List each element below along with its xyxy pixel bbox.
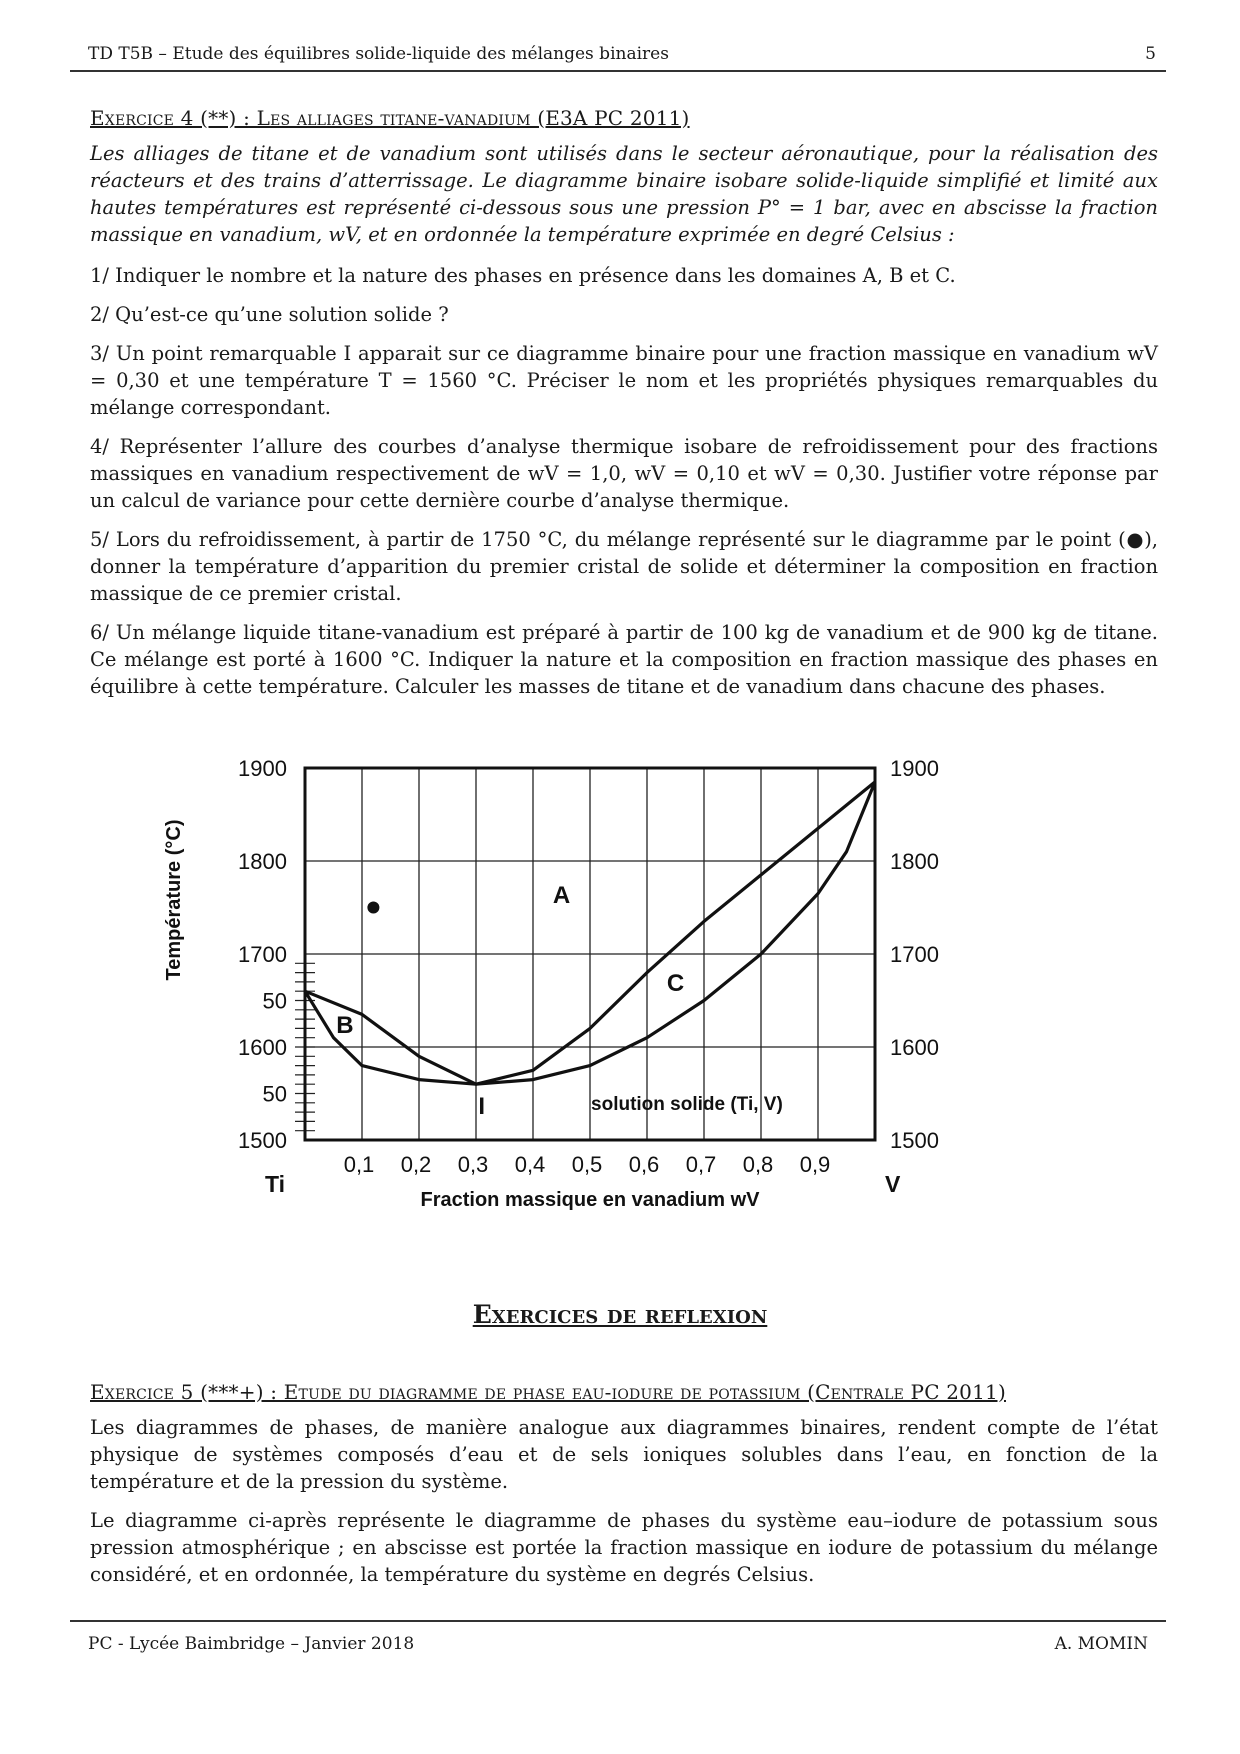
y-tick-label-left: 1600 (238, 1035, 287, 1060)
region-label: C (666, 970, 685, 998)
header-title: TD T5B – Etude des équilibres solide-liquide des mélanges binaires (88, 44, 669, 64)
y-tick-label-left: 50 (262, 1081, 287, 1107)
exercise-4 (90, 106, 1158, 712)
page-footer (70, 1620, 1166, 1662)
question-6: 6/ Un mélange liquide titane-vanadium est préparé à partir de 100 kg de vanadium et de 900 kg de titane. Ce mélange est porté à 1600 °C. Indiquer la nature et la composition en fraction massique des phases en équilibre à cette température. Calculer les masses de titane et de vanadium dans chacune des phases. (90, 621, 1158, 698)
end-label-v: V (885, 1171, 901, 1197)
question-2: 2/ Qu’est-ce qu’une solution solide ? (90, 303, 449, 326)
exercise-4-title: Exercice 4 (**) : Les alliages titane-vanadium (E3A PC 2011) (90, 106, 690, 130)
footer-left: PC - Lycée Baimbridge – Janvier 2018 (88, 1634, 415, 1654)
phase-diagram (150, 740, 1050, 1270)
y-tick-label-left: 1800 (238, 849, 287, 874)
y-tick-label-right: 1900 (890, 756, 939, 781)
x-tick-label: 0,5 (571, 1152, 603, 1177)
x-tick-label: 0,6 (628, 1152, 660, 1177)
y-tick-label-right: 1700 (890, 942, 939, 967)
exercise-5 (90, 1380, 1158, 1600)
x-tick-label: 0,2 (400, 1152, 432, 1177)
exercise-5-paragraph-2: Le diagramme ci-après représente le diagramme de phases du système eau–iodure de potassium sous pression atmosphérique ; en abscisse est portée la fraction massique en iodure de potassium du mélange considéré, et en ordonnée, la température du système en degrés Celsius. (90, 1509, 1158, 1586)
x-tick-label: 0,9 (799, 1152, 831, 1177)
exercise-4-intro: Les alliages de titane et de vanadium sont utilisés dans le secteur aéronautique, pour la réalisation des réacteurs et des trains d’atterrissage. Le diagramme binaire isobare solide-liquide simplifié et limité aux hautes températures est représenté ci-dessous sous une pression P° = 1 bar, avec en abscisse la fraction massique en vanadium, wV, et en ordonnée la température exprimée en degré Celsius : (90, 142, 1158, 246)
region-label: I (478, 1092, 486, 1120)
y-tick-label-left: 1900 (238, 756, 287, 781)
marked-point (367, 902, 379, 914)
y-tick-label-left: 50 (262, 988, 287, 1014)
y-tick-label-right: 1800 (890, 849, 939, 874)
region-label: A (552, 881, 571, 909)
exercise-5-paragraph-1: Les diagrammes de phases, de manière analogue aux diagrammes binaires, rendent compte de l’état physique de systèmes composés d’eau et de sels ioniques solubles dans l’eau, en fonction de la température et de la pression du système. (90, 1416, 1158, 1493)
y-tick-label-right: 1600 (890, 1035, 939, 1060)
question-3: 3/ Un point remarquable I apparait sur ce diagramme binaire pour une fraction massique en vanadium wV = 0,30 et une température T = 1560 °C. Préciser le nom et les propriétés physiques remarquables du mélange correspondant. (90, 342, 1158, 419)
question-4: 4/ Représenter l’allure des courbes d’analyse thermique isobare de refroidissement pour des fractions massiques en vanadium respectivement de wV = 1,0, wV = 0,10 et wV = 0,30. Justifier votre réponse par un calcul de variance pour cette dernière courbe d’analyse thermique. (90, 435, 1158, 512)
section-title: Exercices de reflexion (472, 1300, 768, 1329)
page-header (70, 40, 1166, 72)
end-label-ti: Ti (265, 1171, 286, 1197)
region-label: B (336, 1012, 354, 1040)
x-tick-label: 0,3 (457, 1152, 489, 1177)
x-axis-label: Fraction massique en vanadium wV (420, 1189, 760, 1211)
question-1: 1/ Indiquer le nombre et la nature des phases en présence dans les domaines A, B et C. (90, 264, 956, 287)
x-tick-label: 0,1 (343, 1152, 375, 1177)
y-tick-label-left: 1500 (238, 1128, 287, 1153)
x-tick-label: 0,7 (685, 1152, 717, 1177)
page-number: 5 (1145, 44, 1156, 64)
x-tick-label: 0,4 (514, 1152, 546, 1177)
region-label: solution solide (Ti, V) (591, 1094, 783, 1116)
footer-author: A. MOMIN (1054, 1634, 1148, 1654)
y-tick-label-right: 1500 (890, 1128, 939, 1153)
exercise-5-title: Exercice 5 (***+) : Etude du diagramme de phase eau-iodure de potassium (Centrale PC 2011) (90, 1380, 1006, 1404)
y-axis-label: Température (°C) (163, 819, 185, 981)
x-tick-label: 0,8 (742, 1152, 774, 1177)
question-5: 5/ Lors du refroidissement, à partir de 1750 °C, du mélange représenté sur le diagramme par le point (●), donner la température d’apparition du premier cristal de solide et déterminer la composition en fraction massique de ce premier cristal. (90, 528, 1158, 605)
y-tick-label-left: 1700 (238, 942, 287, 967)
